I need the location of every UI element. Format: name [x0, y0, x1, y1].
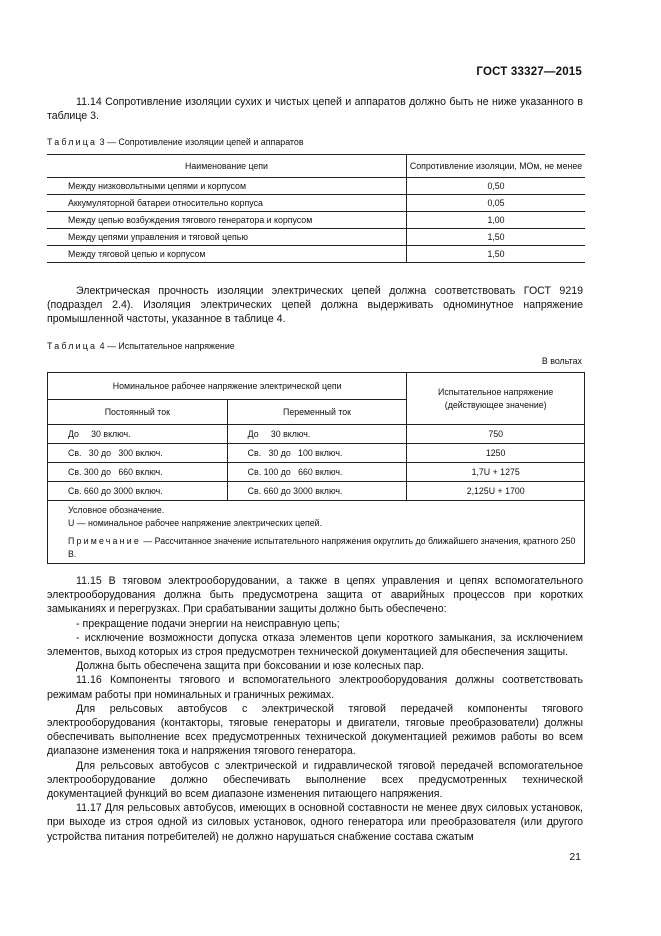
table4-note-label: Примечание: [68, 536, 141, 546]
paragraph-rail-hydraulic: Для рельсовых автобусов с электрической и гидравлической тяговой передачей вспомогательное электрооборудование должно обеспечивать выполнение всех предусмотренных технической документацией функций во всем диапазоне изменения питающего напряжения.: [47, 759, 583, 801]
table-row: Св. 660 до 3000 включ. Св. 660 до 3000 включ. 2,125U + 1700: [48, 482, 585, 501]
list-item: - исключение возможности допуска отказа элементов цепи короткого замыкания, за исключением элементов, выход которых из строя предусмотрен технической документацией для обеспечения защиты.: [47, 631, 583, 659]
table3-header-row: [47, 155, 585, 178]
table4-dc-header: Постоянный ток: [48, 400, 228, 425]
table-row: До 30 включ. До 30 включ. 750: [48, 425, 585, 444]
paragraph-boxing: Должна быть обеспечена защита при боксовании и юзе колесных пар.: [76, 660, 425, 673]
table4-notes: [48, 501, 585, 564]
table-3: [47, 154, 585, 263]
table-row: Между низковольтными цепями и корпусом 0,50: [47, 178, 585, 195]
paragraph-rail-electric: Для рельсовых автобусов с электрической тяговой передачей компоненты тягового электрооборудования (контакторы, тяговые генераторы и двигатели, тяговые преобразователи) должны обеспечивать выполнение всех предусмотренных технической документацией режимов работы во всем диапазоне изменения тока и напряжения тягового генератора.: [47, 702, 583, 758]
table4-test-header: Испытательное напряжение (действующее значение): [407, 373, 585, 425]
page-header: ГОСТ 33327—2015: [476, 66, 582, 78]
table3-col-value-header: Сопротивление изоляции, МОм, не менее: [407, 155, 586, 178]
table-row: Аккумуляторной батареи относительно корпуса 0,05: [47, 195, 585, 212]
table3-caption: [47, 137, 304, 147]
table-row: Между цепью возбуждения тягового генератора и корпусом 1,00: [47, 212, 585, 229]
table4-legend-line: U — номинальное рабочее напряжение электрических цепей.: [68, 517, 323, 528]
table-row: Между цепями управления и тяговой цепью 1,50: [47, 229, 585, 246]
table4-caption: [47, 341, 235, 351]
table4-caption-label: Таблица: [47, 341, 98, 351]
paragraph-11-15: 11.15 В тяговом электрооборудовании, а также в цепях управления и цепях вспомогательного электрооборудования должна быть предусмотрена защита от аварийных процессов при коротких замыканиях и перегрузках. При срабатывании защиты должно быть обеспечено:: [47, 575, 583, 616]
table3-col-name-header: Наименование цепи: [47, 155, 407, 178]
table4-caption-text: 4 — Испытательное напряжение: [99, 341, 235, 351]
table4-notes-row: [48, 501, 585, 564]
table4-note-text: — Рассчитанное значение испытательного напряжения округлить до ближайшего значения, кратного 250 В.: [68, 536, 576, 559]
table-row: Между тяговой цепью и корпусом 1,50: [47, 246, 585, 263]
table4-nominal-header: Номинальное рабочее напряжение электрической цепи: [48, 373, 407, 400]
table4-legend-title: Условное обозначение.: [68, 505, 165, 515]
paragraph-11-14: 11.14 Сопротивление изоляции сухих и чистых цепей и аппаратов должно быть не ниже указанного в таблице 3.: [47, 96, 583, 123]
table4-header-row-1: [48, 373, 585, 400]
table4-note: [68, 535, 578, 560]
list-item: - прекращение подачи энергии на неисправную цепь;: [76, 617, 340, 630]
paragraph-11-17: 11.17 Для рельсовых автобусов, имеющих в основной составности не менее двух силовых установок, при выходе из строя одной из силовых установок, одного генератора или преобразователя (или другого устройства питания потребителей) не должно нарушаться снабжение состава сжатым: [47, 802, 583, 843]
table-row: Св. 30 до 300 включ. Св. 30 до 100 включ. 1250: [48, 444, 585, 463]
table4-ac-header: Переменный ток: [227, 400, 407, 425]
paragraph-insulation-strength: Электрическая прочность изоляции электрических цепей должна соответствовать ГОСТ 9219 (подраздел 2.4). Изоляция электрических цепей должна выдерживать одноминутное напряжение промышленной частоты, указанное в таблице 4.: [47, 285, 583, 326]
table-4: [47, 372, 585, 564]
table3-caption-label: Таблица: [47, 137, 98, 147]
table3-caption-text: 3 — Сопротивление изоляции цепей и аппаратов: [99, 137, 304, 147]
table-row: Св. 300 до 660 включ. Св. 100 до 660 включ. 1,7U + 1275: [48, 463, 585, 482]
paragraph-11-16: 11.16 Компоненты тягового и вспомогательного электрооборудования должны соответствовать режимам работы при номинальных и граничных режимах.: [47, 674, 583, 701]
table4-unit: В вольтах: [541, 356, 582, 366]
section-11-15-11-17: [47, 574, 583, 844]
page-number: 21: [569, 851, 581, 863]
